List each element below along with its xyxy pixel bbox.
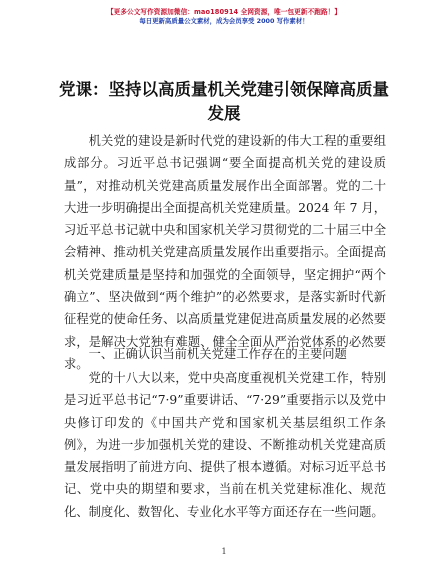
section-heading: 一、正确认识当前机关党建工作存在的主要问题 bbox=[88, 347, 347, 361]
paragraph-section-one: 党的十八大以来，党中央高度重视机关党建工作，特别是习近平总书记“7·9”重要讲话、“7·29”重要指示以及党中央修订印发的《中国共产党和国家机关基层组织工作条例》，为进一步加强机关党的建设、不断推动机关党建高质量发展指明了前进方向、提供了根本遵循。对标习近平总书记、党中央的期望和要求，当前在机关党建标准化、规范化、制度化、数智化、专业化水平等方面还存在一些问题。 bbox=[64, 371, 386, 519]
promo-banner-top: 【更多公文写作资源加微信：mao180914 全网资源，唯一包更新不跑路！】 bbox=[106, 8, 342, 16]
paragraph-intro: 机关党的建设是新时代党的建设新的伟大工程的重要组成部分。习近平总书记强调“要全面提高机关党的建设质量”，对推动机关党建高质量发展作出全面部署。党的二十大进一步明确提出全面提高机关党建质量。2024 年 7 月，习近平总书记就中央和国家机关学习贯彻党的二十届三中全会精神、推动机关党建高质量发展作出重要指示。全面提高机关党建质量是坚持和加强党的全面领导，坚定拥护“两个确立”、坚决做到“两个维护”的必然要求，是落实新时代新征程党的使命任务、以高质量党建促进高质量发展的必然要求，是解决大党独有难题、健全全面从严治党体系的必然要求。 bbox=[64, 134, 386, 371]
document-title: 党课：坚持以高质量机关党建引领保障高质量发展 bbox=[59, 80, 389, 123]
promo-banner-sub: 每日更新高质量公文素材，成为会员享受 2000 写作素材！ bbox=[139, 17, 309, 25]
page-number: 1 bbox=[221, 547, 227, 556]
